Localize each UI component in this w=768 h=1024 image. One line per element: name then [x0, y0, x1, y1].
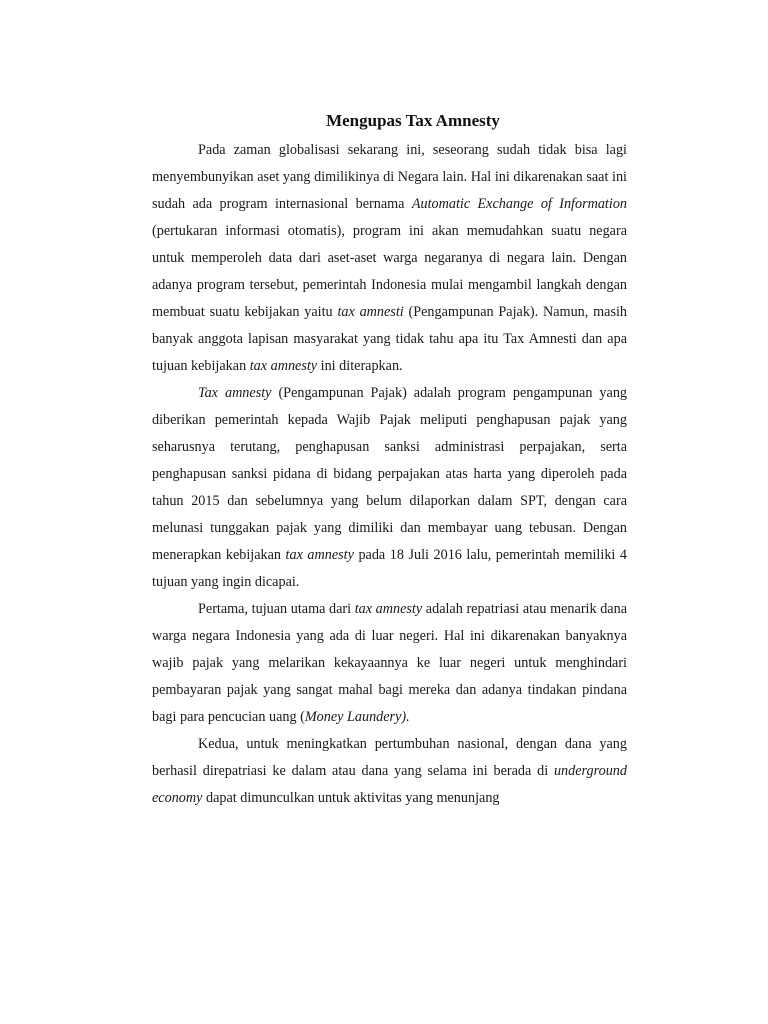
- document-body: [152, 137, 627, 812]
- paragraph-text: (Pengampunan Pajak) adalah program pengampunan yang diberikan pemerintah kepada Wajib Pajak meliputi penghapusan pajak yang seharusnya terutang, penghapusan sanksi administrasi perpajakan, serta penghapusan sanksi pidana di bidang perpajakan atas harta yang diperoleh pada tahun 2015 dan sebelumnya yang belum dilaporkan dalam SPT, dengan cara melunasi tunggakan pajak yang dimiliki dan membayar uang tebusan. Dengan menerapkan kebijakan: [152, 385, 628, 563]
- italic-text: tax amnesti: [337, 304, 404, 320]
- italic-text: Money Laundery).: [304, 709, 410, 725]
- paragraph-text: Pada zaman globalisasi sekarang ini, seseorang sudah tidak bisa lagi menyembunyikan aset yang dimilikinya di Negara lain. Hal ini dikarenakan saat ini sudah ada program internasional bernama: [152, 142, 627, 212]
- paragraph-text: dapat dimunculkan untuk aktivitas yang menunjang: [202, 790, 500, 806]
- italic-text: underground economy: [152, 763, 627, 806]
- italic-text: Automatic Exchange of Information: [411, 196, 628, 212]
- paragraph-text: Kedua, untuk meningkatkan pertumbuhan nasional, dengan dana yang berhasil direpatriasi ke dalam atau dana yang selama ini berada di: [152, 736, 627, 779]
- italic-text: tax amnesty: [354, 601, 423, 617]
- paragraph-text: pada 18 Juli 2016 lalu, pemerintah memiliki 4 tujuan yang ingin dicapai.: [152, 547, 627, 590]
- paragraph: [152, 137, 627, 380]
- paragraph: [152, 596, 627, 731]
- paragraph-text: (Pengampunan Pajak). Namun, masih banyak anggota lapisan masyarakat yang tidak tahu apa itu Tax Amnesti dan apa tujuan kebijakan: [152, 304, 627, 374]
- paragraph-text: Pertama, tujuan utama dari: [198, 601, 355, 617]
- document-title: Mengupas Tax Amnesty: [326, 111, 500, 130]
- paragraph-text: (pertukaran informasi otomatis), program ini akan memudahkan suatu negara untuk memperoleh data dari aset-aset warga negaranya di negara lain. Dengan adanya program tersebut, pemerintah Indonesia mulai mengambil langkah dengan membuat suatu kebijakan yaitu: [152, 223, 627, 320]
- paragraph-text: ini diterapkan.: [317, 358, 403, 374]
- italic-text: Tax amnesty: [198, 385, 272, 401]
- italic-text: tax amnesty: [249, 358, 318, 374]
- paragraph-text: adalah repatriasi atau menarik dana warga negara Indonesia yang ada di luar negeri. Hal ini dikarenakan banyaknya wajib pajak yang melarikan kekayaannya ke luar negeri untuk menghindari pembayaran pajak yang sangat mahal bagi mereka dan adanya tindakan pindana bagi para pencucian uang (: [152, 601, 627, 725]
- italic-text: tax amnesty: [285, 547, 354, 563]
- paragraph: [152, 731, 627, 812]
- paragraph: [152, 380, 627, 596]
